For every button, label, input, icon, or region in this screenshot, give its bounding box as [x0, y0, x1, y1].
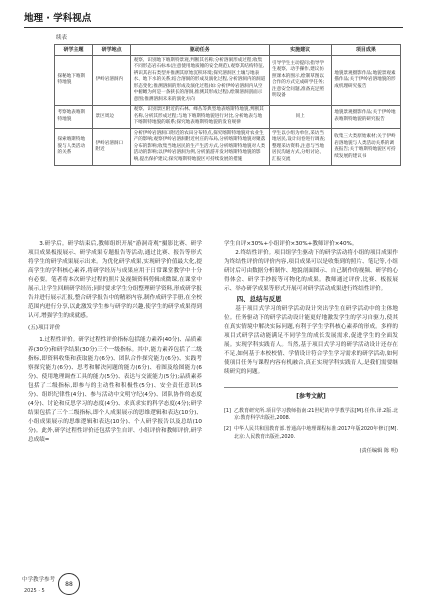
journal-name: 中学教学参考: [22, 577, 56, 583]
cell-tasks: 观察、识别地下喀斯特景观,判断其名称;分析溶洞形成过程;收集不同形态岩石标本(注意使用地质锤的安全规范),观察其结构特征,辨识其岩石类型并推测其原始沉积环境;探究溶洞区土壤与地表水、地下水的关系;结合溶洞的形成及演化过程,分析溶洞内的洞道形态变化;推测溶洞的形成及演化过程(如:分析伊岭岩溶洞内从空中俯瞰为何是一条狭长的溶洞,推测其形成过程),绘制溶洞剖面示意图;推测溶洞未来的演化方向: [131, 56, 269, 106]
page-number: 88: [58, 573, 80, 595]
reference-number: [1]: [224, 407, 231, 414]
left-column: [28, 240, 202, 445]
table-row: [55, 56, 401, 106]
header-theme: 研学主题: [55, 45, 93, 56]
cell-location: 伊岭岩溶洞内: [93, 56, 131, 106]
header-suggestion: 实施建议: [269, 45, 331, 56]
header-location: 研学地点: [93, 45, 131, 56]
section-title: 四、总结与反思: [236, 295, 282, 304]
reference-item: [224, 408, 398, 423]
reference-text: 乙教育研究所.项目学习教师指南:21世纪的中学教学法[M].任伟,译.2版.北京:教育科学出版社,2008.: [234, 407, 398, 422]
reference-item: [224, 426, 398, 441]
cell-outcome: 地貌景观摄影作品;地貌景观素描作品;关于伊岭岩溶地貌的形成机理研究报告: [331, 56, 400, 106]
cell-suggestion: 引导学生主动提问;指导学生观察、动手操作,建议仿照课本的图示,绘制草图以合作的方式完成研学任务;注意安全问题,准备充足照明设备: [269, 56, 331, 106]
reference-number: [2]: [224, 425, 231, 432]
references-heading: [参考文献]: [224, 387, 398, 402]
cell-suggestion: 学生以小组为单位,采访当地居民,设计问卷进行调查;整理采访资料,注意与当地居民沟通方式,分组讨论、汇报交流: [269, 129, 331, 166]
research-table: [54, 44, 401, 166]
section-label: (五)项目评价: [28, 325, 61, 332]
header-rule: [24, 27, 403, 28]
paragraph: 3.研学后。研学结束后,教师组织开展“游洞奇观”摄影比赛、研学项目成果板报展示、研学成果专题报告等活动,通过比赛、报告等形式将学生的研学成果展示出来。为优化研学成果,实现研学价值最大化,提高学生的学科核心素养,将研学经历与成果应用于日常课堂教学中十分有必要。笔者将本次研学过程的照片及视频资料剪辑成微课,在课堂中展示,让学生回顾研学经历;同时要求学生分组整理研学资料,形成研学报告并进行展示汇报,整合研学报告中的精彩内容,制作成研学手册,在全校范围内进行分享,以此激发学生参与研学的兴趣,使学生的研学成果得到认可,增强学生的成就感。: [28, 241, 202, 320]
running-title: 地理 · 学科视点: [24, 13, 92, 24]
cell-location: 伊岭岩溶洞口附近: [93, 129, 131, 166]
cell-theme: 探秘地下喀斯特地貌: [55, 56, 93, 106]
paragraph: 学生自评×30%+小组评价×30%+教师评价×40%。: [224, 241, 358, 247]
table-row: [55, 129, 401, 166]
table-header-row: [55, 45, 401, 56]
cell-tasks: 分析伊岭岩溶洞口附近的农田分布特点,探究喀斯特地貌对农业生产的影响;观察伊岭岩溶洞附近村庄的布局,分析喀斯特地貌对聚落分布的影响;收集当地居民的生产生活方式,分析喀斯特地貌对人类活动的影响;以伊岭岩溶洞为例,分析旅游开发对喀斯特地貌的影响,提出保护建议;探究喀斯特地貌区可持续发展的措施: [131, 129, 269, 166]
paragraph: 2.终结性评价。项目组学生驱动下的研学活动将小组的项目成果作为终结性评价的评价内容,项目成果可以是收集到的照片、笔记等,小组研讨后可由数据分析制作、地貌剖面图示、自己制作的视频、研学的心得体会、研学手抄报等可物化的成果。教师通过评价,比赛、板报展示、举办研学成果等形式开展可对研学活动成果进行终结性评价。: [224, 250, 398, 293]
issue-date: 2025 · 5: [24, 588, 45, 594]
cell-tasks: 观察、识别景区附近的石林、峰丛等典型地表喀斯特地貌,判断其名称,分析其形成过程;与地下喀斯特地貌进行对比,分析地表与地下喀斯特地貌的联系;探究地表喀斯特地貌的发育规律: [131, 105, 269, 129]
header-outcome: 项目成果: [331, 45, 400, 56]
cell-theme: 探索喀斯特地貌与人类活动的关系: [55, 129, 93, 166]
paragraph: 1.过程性评价。研学过程性评价指标包括能力素养(40分)、品质素养(30分)和研学结果(30分)三个一级指标。其中,能力素养包括了二级指标,即资料收集和获取能力(6分)、团队合作探究能力(6分)、实践考察探究能力(6分)、思考和解决问题的能力(6分)、看图及绘图能力(6分)、使用地理调查工具的能力(5分)、表达与交流能力(5分);品质素养包括了二级指标,即参与的主动性和积极性(5分)、安全责任意识(5分)、组织纪律性(4分)、参与活动中文明守纪(4分)、团队协作的态度(4分)、讨论和反思学习的态度(4分)、求真求实的科学态度(4分);研学结果包括了三个二级指标,即个人成果展示的思维逻辑和表达(10分)、小组成果展示的思维逻辑和表达(10分)、个人研学报告以及总结(10分)。此外,研学过程性评价还包括学生自评、小组评价和教师评价,研学总成绩=: [28, 337, 202, 443]
editor-credit: (责任编辑 陈 明): [359, 448, 398, 455]
right-column: [224, 240, 398, 456]
cell-theme: 考察地表喀斯特地貌: [55, 105, 93, 129]
reference-text: 中华人民共和国教育部.普通高中地理课程标准:2017年版2020年修订[M].北京:人民教育出版社,2020.: [234, 425, 398, 440]
cell-outcome: 地貌景观摄影作品;关于伊岭地表喀斯特地貌的研究报告: [331, 105, 400, 129]
cell-outcome: 收集三大类原始素材;关于伊岭岩溶地貌与人类活动关系的调查报告;关于喀斯特地貌区可持续发展的建议书: [331, 129, 400, 166]
header-tasks: 驱动任务: [131, 45, 269, 56]
paragraph: 基于项目式学习的研学活动设计突出学生在研学活动中的主体地位。任务驱动下的研学活动设计能更好地激发学生的学习自驱力,使其在真实情境中解决实际问题,有利于学生学科核心素养的形成。多样的项目式研学活动能满足不同学生的成长发展需求,促进学生的全面发展。实现学科实践育人。当然,基于项目式学习的研学活动设计还存在不足,如何基于本校校情、学情设计符合学生学习需求的研学活动,如何使项目任务与课程内容有机融合,真正实现学科实践育人,是我们需要继续研究的问题。: [224, 305, 398, 375]
continued-label: 续表: [56, 35, 68, 41]
table-row: [55, 105, 401, 129]
cell-suggestion: 同上: [269, 105, 331, 129]
cell-location: 景区周边: [93, 105, 131, 129]
